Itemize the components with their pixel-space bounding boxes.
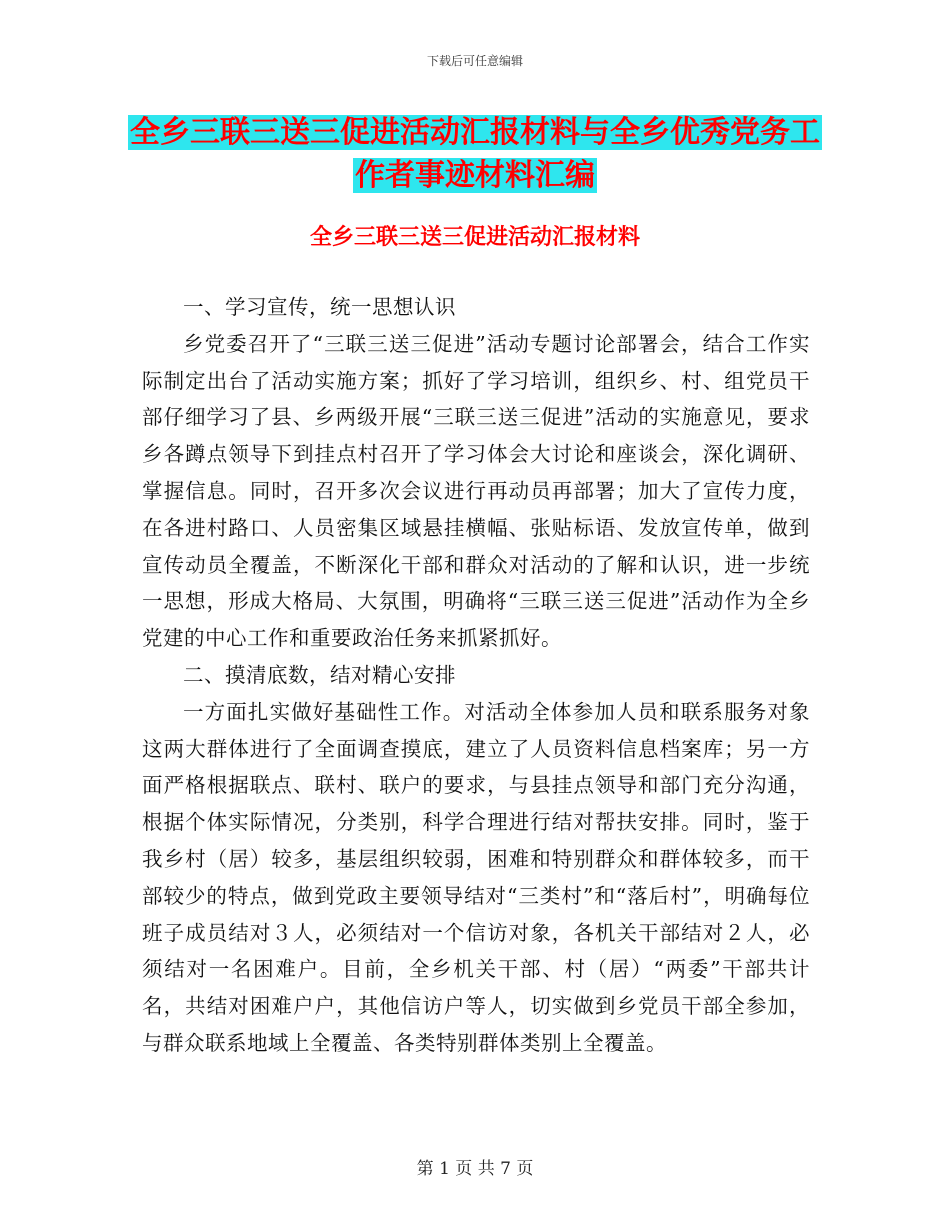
heading-pairing-arrangement: 二、摸清底数，结对精心安排: [183, 662, 456, 687]
page-footer: 第 1 页 共 7 页: [416, 1159, 534, 1179]
document-body: [142, 289, 810, 1062]
document-title-line-1: [0, 111, 950, 155]
document-title-line-2-text: 作者事迹材料汇编: [355, 158, 595, 193]
heading-learning-publicity: 一、学习宣传，统一思想认识: [183, 295, 456, 319]
paragraph-learning-publicity: 乡党委召开了“三联三送三促进”活动专题讨论部署会，结合工作实际制定出台了活动实施方案；抓好了学习培训，组织乡、村、组党员干部仔细学习了县、乡两级开展“三联三送三促进”活动的实施意见，要求乡各蹲点领导下到挂点村召开了学习体会大讨论和座谈会，深化调研、掌握信息。同时，召开多次会议进行再动员再部署；加大了宣传力度，在各进村路口、人员密集区域悬挂横幅、张贴标语、发放宣传单，做到宣传动员全覆盖，不断深化干部和群众对活动的了解和认识，进一步统一思想，形成大格局、大氛围，明确将“三联三送三促进”活动作为全乡党建的中心工作和重要政治任务来抓紧抓好。: [142, 331, 810, 651]
header-note: 下载后可任意编辑: [426, 54, 523, 68]
document-title-line-1-text: 全乡三联三送三促进活动汇报材料与全乡优秀党务工: [130, 115, 820, 150]
document-title-line-2: [0, 154, 950, 198]
paragraph-pairing-arrangement: 一方面扎实做好基础性工作。对活动全体参加人员和联系服务对象这两大群体进行了全面调查摸底，建立了人员资料信息档案库；另一方面严格根据联点、联村、联户的要求，与县挂点领导和部门充分沟通，根据个体实际情况，分类别，科学合理进行结对帮扶安排。同时，鉴于我乡村（居）较多，基层组织较弱，困难和特别群众和群体较多，而干部较少的特点，做到党政主要领导结对“三类村”和“落后村”，明确每位班子成员结对３人，必须结对一个信访对象，各机关干部结对２人，必须结对一名困难户。目前，全乡机关干部、村（居）“两委”干部共计名，共结对困难户户，其他信访户等人，切实做到乡党员干部全参加，与群众联系地域上全覆盖、各类特别群体类别上全覆盖。: [142, 699, 810, 1055]
section-title: 全乡三联三送三促进活动汇报材料: [309, 225, 640, 250]
